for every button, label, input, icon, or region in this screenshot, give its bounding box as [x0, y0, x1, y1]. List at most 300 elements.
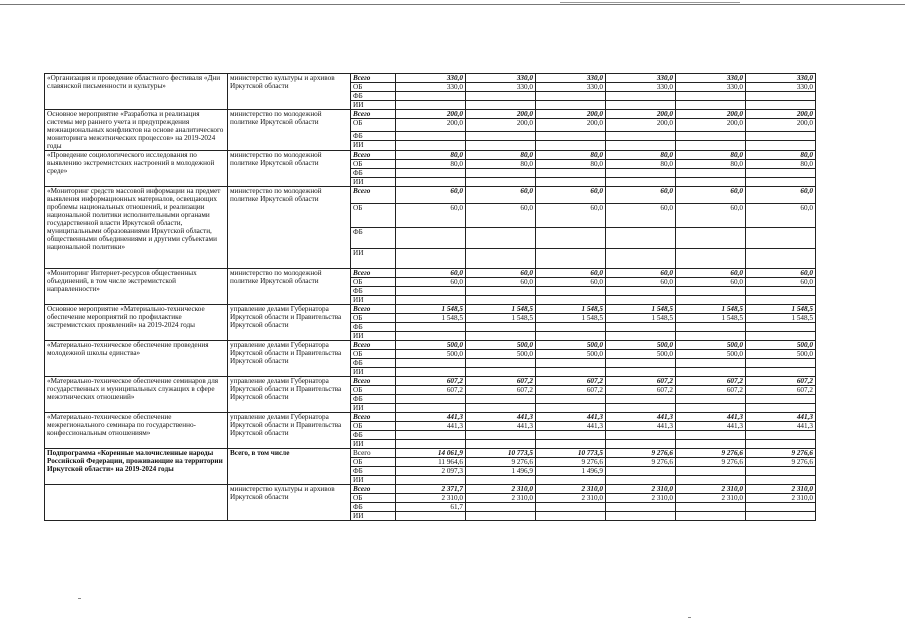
funding-source-cell: Всего	[351, 74, 396, 83]
amount-cell: 1 548,5	[536, 314, 606, 323]
amount-cell: 2 310,0	[676, 485, 746, 494]
amount-cell	[536, 404, 606, 413]
amount-cell: 9 276,6	[746, 458, 816, 467]
amount-cell	[746, 178, 816, 187]
amount-cell	[606, 332, 676, 341]
amount-cell	[676, 368, 746, 377]
event-name-cell	[45, 485, 228, 521]
amount-cell	[466, 332, 536, 341]
amount-cell: 330,0	[536, 74, 606, 83]
amount-cell	[676, 92, 746, 101]
amount-cell	[746, 440, 816, 449]
amount-cell	[466, 287, 536, 296]
funding-source-cell: ФБ	[351, 92, 396, 101]
amount-cell	[746, 296, 816, 305]
funding-source-cell: ОБ	[351, 350, 396, 359]
event-name-cell: «Проведение социологического исследования по выявлению экстремистских настроений в молодежной среде»	[45, 151, 228, 187]
amount-cell	[676, 169, 746, 178]
amount-cell	[606, 296, 676, 305]
amount-cell: 60,0	[676, 269, 746, 278]
event-name-cell: Основное мероприятие «Материально-техническое обеспечение мероприятий по профилактике экстремистских проявлений» на 2019-2024 годы	[45, 305, 228, 341]
organization-cell: министерство культуры и архивов Иркутской области	[228, 485, 351, 521]
funding-source-cell: ФБ	[351, 359, 396, 368]
event-name-cell: Подпрограмма «Коренные малочисленные народы Российской Федерации, проживающие на территории Иркутской области» на 2019-2024 годы	[45, 449, 228, 485]
amount-cell	[676, 404, 746, 413]
amount-cell	[396, 131, 466, 140]
amount-cell	[746, 512, 816, 521]
amount-cell	[466, 323, 536, 332]
amount-cell: 60,0	[396, 204, 466, 228]
amount-cell: 441,3	[606, 413, 676, 422]
amount-cell	[466, 431, 536, 440]
amount-cell: 441,3	[536, 422, 606, 431]
amount-cell: 2 310,0	[746, 494, 816, 503]
organization-cell: министерство по молодежной политике Иркутской области	[228, 187, 351, 269]
funding-source-cell: ОБ	[351, 83, 396, 92]
amount-cell: 330,0	[746, 74, 816, 83]
funding-source-cell: ОБ	[351, 160, 396, 169]
funding-source-cell: ФБ	[351, 228, 396, 249]
amount-cell: 1 548,5	[466, 305, 536, 314]
document-page	[44, 73, 816, 578]
budget-table-body	[45, 74, 816, 521]
amount-cell: 607,2	[536, 386, 606, 395]
event-name-cell: Основное мероприятие «Разработка и реализация системы мер раннего учета и предупреждения межнациональных конфликтов на основе аналитического мониторинга межэтнических процессов» на 2019-2024 годы	[45, 110, 228, 151]
amount-cell: 500,0	[466, 350, 536, 359]
organization-cell: министерство по молодежной политике Иркутской области	[228, 269, 351, 305]
amount-cell	[676, 101, 746, 110]
amount-cell: 2 310,0	[676, 494, 746, 503]
amount-cell: 441,3	[676, 422, 746, 431]
amount-cell: 60,0	[466, 269, 536, 278]
funding-source-cell: Всего	[351, 187, 396, 204]
amount-cell	[676, 323, 746, 332]
amount-cell: 60,0	[466, 187, 536, 204]
amount-cell	[536, 368, 606, 377]
amount-cell: 1 548,5	[466, 314, 536, 323]
organization-cell: управление делами Губернатора Иркутской области и Правительства Иркутской области	[228, 377, 351, 413]
funding-source-cell: ОБ	[351, 204, 396, 228]
amount-cell: 60,0	[746, 187, 816, 204]
amount-cell: 1 548,5	[676, 305, 746, 314]
amount-cell	[536, 503, 606, 512]
funding-source-cell: ФБ	[351, 431, 396, 440]
amount-cell: 1 548,5	[396, 305, 466, 314]
amount-cell	[536, 296, 606, 305]
funding-source-cell: ОБ	[351, 422, 396, 431]
amount-cell: 80,0	[396, 151, 466, 160]
amount-cell: 607,2	[466, 377, 536, 386]
funding-source-cell: ОБ	[351, 386, 396, 395]
amount-cell: 61,7	[396, 503, 466, 512]
amount-cell: 1 548,5	[606, 305, 676, 314]
amount-cell: 2 310,0	[466, 485, 536, 494]
event-name-cell: «Мониторинг средств массовой информации на предмет выявления информационных материалов, освещающих проблемы национальных отношений, и реализации национальной политики исполнительными органами государственной власти Иркутской области, муниципальными образованиями Иркутской области, общественными объединениями и другими субъектами национальной политики»	[45, 187, 228, 269]
top-border-line	[0, 4, 905, 5]
amount-cell	[536, 395, 606, 404]
organization-cell: министерство культуры и архивов Иркутской области	[228, 74, 351, 110]
funding-source-cell: ИИ	[351, 404, 396, 413]
funding-source-cell: ОБ	[351, 458, 396, 467]
amount-cell: 1 496,9	[536, 467, 606, 476]
budget-table	[44, 73, 816, 521]
organization-cell: министерство по молодежной политике Иркутской области	[228, 151, 351, 187]
funding-source-cell: ФБ	[351, 503, 396, 512]
amount-cell	[746, 92, 816, 101]
organization-cell: Всего, в том числе	[228, 449, 351, 485]
amount-cell	[396, 404, 466, 413]
amount-cell	[466, 228, 536, 249]
amount-cell	[536, 131, 606, 140]
amount-cell	[606, 323, 676, 332]
funding-source-cell: ИИ	[351, 140, 396, 150]
amount-cell: 9 276,6	[536, 458, 606, 467]
amount-cell: 60,0	[466, 204, 536, 228]
amount-cell: 500,0	[396, 350, 466, 359]
amount-cell	[676, 467, 746, 476]
amount-cell: 1 548,5	[746, 314, 816, 323]
amount-cell	[606, 512, 676, 521]
amount-cell: 200,0	[746, 119, 816, 131]
table-row	[45, 413, 816, 422]
amount-cell: 1 548,5	[606, 314, 676, 323]
amount-cell	[606, 368, 676, 377]
amount-cell: 500,0	[676, 350, 746, 359]
amount-cell: 200,0	[536, 119, 606, 131]
amount-cell: 441,3	[746, 422, 816, 431]
organization-cell: управление делами Губернатора Иркутской области и Правительства Иркутской области	[228, 341, 351, 377]
amount-cell	[676, 178, 746, 187]
amount-cell: 80,0	[466, 151, 536, 160]
amount-cell: 330,0	[396, 74, 466, 83]
amount-cell: 330,0	[396, 83, 466, 92]
amount-cell	[536, 287, 606, 296]
amount-cell: 60,0	[466, 278, 536, 287]
amount-cell	[746, 140, 816, 150]
amount-cell: 607,2	[746, 386, 816, 395]
amount-cell	[746, 476, 816, 485]
funding-source-cell: ФБ	[351, 395, 396, 404]
amount-cell: 200,0	[396, 119, 466, 131]
amount-cell	[676, 431, 746, 440]
amount-cell: 330,0	[676, 83, 746, 92]
amount-cell	[746, 323, 816, 332]
amount-cell: 441,3	[606, 422, 676, 431]
amount-cell: 2 097,3	[396, 467, 466, 476]
amount-cell: 500,0	[746, 350, 816, 359]
funding-source-cell: ОБ	[351, 494, 396, 503]
amount-cell: 80,0	[536, 160, 606, 169]
amount-cell	[606, 404, 676, 413]
funding-source-cell: ИИ	[351, 332, 396, 341]
amount-cell: 607,2	[676, 377, 746, 386]
amount-cell	[466, 359, 536, 368]
table-row	[45, 377, 816, 386]
amount-cell	[746, 404, 816, 413]
funding-source-cell: ИИ	[351, 296, 396, 305]
funding-source-cell: ИИ	[351, 101, 396, 110]
amount-cell	[606, 395, 676, 404]
amount-cell: 500,0	[396, 341, 466, 350]
amount-cell: 2 310,0	[536, 485, 606, 494]
event-name-cell: «Материально-техническое обеспечение семинаров для государственных и муниципальных служащих в сфере межэтнических отношений»	[45, 377, 228, 413]
amount-cell	[466, 296, 536, 305]
amount-cell: 9 276,6	[606, 449, 676, 458]
amount-cell	[746, 287, 816, 296]
amount-cell: 60,0	[536, 269, 606, 278]
amount-cell: 9 276,6	[676, 458, 746, 467]
amount-cell: 9 276,6	[606, 458, 676, 467]
amount-cell	[466, 503, 536, 512]
funding-source-cell: ИИ	[351, 476, 396, 485]
amount-cell: 330,0	[466, 74, 536, 83]
amount-cell	[676, 131, 746, 140]
amount-cell	[606, 101, 676, 110]
amount-cell: 60,0	[746, 204, 816, 228]
amount-cell	[536, 249, 606, 269]
amount-cell: 200,0	[606, 119, 676, 131]
amount-cell	[396, 178, 466, 187]
amount-cell	[536, 92, 606, 101]
funding-source-cell: ИИ	[351, 512, 396, 521]
funding-source-cell: Всего	[351, 341, 396, 350]
amount-cell	[536, 359, 606, 368]
amount-cell: 60,0	[676, 204, 746, 228]
event-name-cell: «Мониторинг Интернет-ресурсов общественных объединений, в том числе экстремистской направленности»	[45, 269, 228, 305]
amount-cell	[676, 503, 746, 512]
table-row	[45, 187, 816, 204]
amount-cell: 1 548,5	[676, 314, 746, 323]
top-border-line-secondary	[560, 2, 740, 3]
amount-cell	[746, 228, 816, 249]
amount-cell: 60,0	[606, 204, 676, 228]
amount-cell: 200,0	[466, 110, 536, 119]
organization-cell: министерство по молодежной политике Иркутской области	[228, 110, 351, 151]
amount-cell	[536, 178, 606, 187]
amount-cell: 80,0	[746, 151, 816, 160]
amount-cell	[606, 287, 676, 296]
amount-cell: 10 773,5	[466, 449, 536, 458]
scan-artifact	[688, 617, 691, 618]
amount-cell: 60,0	[536, 278, 606, 287]
amount-cell	[536, 332, 606, 341]
funding-source-cell: ФБ	[351, 169, 396, 178]
table-row	[45, 485, 816, 494]
amount-cell	[676, 140, 746, 150]
table-row	[45, 74, 816, 83]
amount-cell	[466, 249, 536, 269]
amount-cell	[396, 431, 466, 440]
funding-source-cell: ОБ	[351, 278, 396, 287]
amount-cell	[746, 249, 816, 269]
amount-cell: 9 276,6	[466, 458, 536, 467]
amount-cell: 60,0	[536, 187, 606, 204]
amount-cell: 607,2	[676, 386, 746, 395]
amount-cell	[676, 249, 746, 269]
amount-cell	[466, 440, 536, 449]
amount-cell	[396, 395, 466, 404]
event-name-cell: «Материально-техническое обеспечение проведения молодежной школы единства»	[45, 341, 228, 377]
amount-cell: 200,0	[676, 110, 746, 119]
amount-cell	[676, 332, 746, 341]
amount-cell	[466, 101, 536, 110]
amount-cell	[536, 228, 606, 249]
amount-cell	[606, 476, 676, 485]
amount-cell	[536, 440, 606, 449]
amount-cell: 60,0	[676, 278, 746, 287]
amount-cell: 14 061,9	[396, 449, 466, 458]
amount-cell: 607,2	[746, 377, 816, 386]
amount-cell: 330,0	[606, 74, 676, 83]
amount-cell	[606, 440, 676, 449]
amount-cell	[746, 467, 816, 476]
amount-cell	[466, 512, 536, 521]
amount-cell	[396, 228, 466, 249]
amount-cell	[606, 131, 676, 140]
amount-cell	[676, 476, 746, 485]
amount-cell	[536, 476, 606, 485]
amount-cell: 9 276,6	[746, 449, 816, 458]
amount-cell: 441,3	[536, 413, 606, 422]
event-name-cell: «Материально-техническое обеспечение межрегионального семинара по государственно-конфессиональным отношениям»	[45, 413, 228, 449]
amount-cell	[746, 395, 816, 404]
amount-cell	[606, 92, 676, 101]
amount-cell	[396, 359, 466, 368]
amount-cell: 607,2	[606, 377, 676, 386]
amount-cell: 330,0	[606, 83, 676, 92]
amount-cell	[536, 512, 606, 521]
amount-cell	[746, 368, 816, 377]
amount-cell	[396, 476, 466, 485]
amount-cell	[536, 431, 606, 440]
amount-cell	[606, 228, 676, 249]
funding-source-cell: ИИ	[351, 178, 396, 187]
amount-cell: 60,0	[676, 187, 746, 204]
funding-source-cell: ИИ	[351, 249, 396, 269]
amount-cell	[676, 359, 746, 368]
amount-cell: 80,0	[676, 151, 746, 160]
amount-cell: 1 496,9	[466, 467, 536, 476]
amount-cell	[606, 249, 676, 269]
funding-source-cell: Всего	[351, 413, 396, 422]
amount-cell	[396, 287, 466, 296]
amount-cell: 500,0	[676, 341, 746, 350]
funding-source-cell: ИИ	[351, 440, 396, 449]
amount-cell: 200,0	[466, 119, 536, 131]
table-row	[45, 341, 816, 350]
amount-cell	[606, 431, 676, 440]
amount-cell: 10 773,5	[536, 449, 606, 458]
amount-cell: 441,3	[676, 413, 746, 422]
funding-source-cell: ИИ	[351, 368, 396, 377]
amount-cell: 60,0	[606, 187, 676, 204]
amount-cell: 607,2	[606, 386, 676, 395]
amount-cell: 607,2	[466, 386, 536, 395]
amount-cell	[396, 368, 466, 377]
amount-cell	[466, 395, 536, 404]
amount-cell: 80,0	[466, 160, 536, 169]
amount-cell: 60,0	[746, 269, 816, 278]
amount-cell	[746, 431, 816, 440]
funding-source-cell: Всего	[351, 269, 396, 278]
amount-cell: 607,2	[396, 386, 466, 395]
amount-cell: 500,0	[606, 350, 676, 359]
amount-cell: 1 548,5	[746, 305, 816, 314]
amount-cell: 500,0	[746, 341, 816, 350]
table-row	[45, 305, 816, 314]
amount-cell: 1 548,5	[536, 305, 606, 314]
amount-cell: 607,2	[396, 377, 466, 386]
amount-cell	[396, 323, 466, 332]
amount-cell: 80,0	[676, 160, 746, 169]
funding-source-cell: ОБ	[351, 314, 396, 323]
table-row	[45, 449, 816, 458]
amount-cell: 500,0	[606, 341, 676, 350]
amount-cell	[396, 296, 466, 305]
amount-cell	[466, 368, 536, 377]
table-row	[45, 151, 816, 160]
amount-cell	[536, 169, 606, 178]
amount-cell: 200,0	[396, 110, 466, 119]
amount-cell	[396, 92, 466, 101]
amount-cell: 60,0	[536, 204, 606, 228]
amount-cell	[676, 296, 746, 305]
amount-cell: 60,0	[746, 278, 816, 287]
amount-cell: 1 548,5	[396, 314, 466, 323]
amount-cell: 60,0	[396, 278, 466, 287]
organization-cell: управление делами Губернатора Иркутской области и Правительства Иркутской области	[228, 413, 351, 449]
funding-source-cell: ФБ	[351, 323, 396, 332]
amount-cell	[536, 323, 606, 332]
amount-cell	[676, 512, 746, 521]
amount-cell	[746, 503, 816, 512]
amount-cell: 330,0	[536, 83, 606, 92]
amount-cell: 441,3	[746, 413, 816, 422]
amount-cell	[606, 169, 676, 178]
amount-cell: 2 310,0	[606, 485, 676, 494]
table-row	[45, 110, 816, 119]
event-name-cell: «Организация и проведение областного фестиваля «Дни славянской письменности и культуры»	[45, 74, 228, 110]
funding-source-cell: ФБ	[351, 287, 396, 296]
amount-cell: 80,0	[396, 160, 466, 169]
funding-source-cell: Всего	[351, 151, 396, 160]
amount-cell: 200,0	[536, 110, 606, 119]
amount-cell	[746, 131, 816, 140]
amount-cell: 2 310,0	[396, 494, 466, 503]
amount-cell: 60,0	[606, 278, 676, 287]
amount-cell	[396, 512, 466, 521]
amount-cell	[466, 92, 536, 101]
amount-cell	[536, 101, 606, 110]
amount-cell	[676, 228, 746, 249]
amount-cell	[466, 140, 536, 150]
amount-cell: 80,0	[536, 151, 606, 160]
amount-cell: 200,0	[606, 110, 676, 119]
amount-cell	[466, 476, 536, 485]
amount-cell	[396, 332, 466, 341]
amount-cell: 60,0	[606, 269, 676, 278]
amount-cell	[396, 169, 466, 178]
amount-cell	[396, 440, 466, 449]
funding-source-cell: Всего	[351, 449, 396, 458]
amount-cell	[676, 440, 746, 449]
amount-cell	[606, 359, 676, 368]
amount-cell	[536, 140, 606, 150]
amount-cell	[606, 140, 676, 150]
amount-cell: 80,0	[606, 151, 676, 160]
amount-cell: 500,0	[536, 350, 606, 359]
amount-cell	[466, 178, 536, 187]
